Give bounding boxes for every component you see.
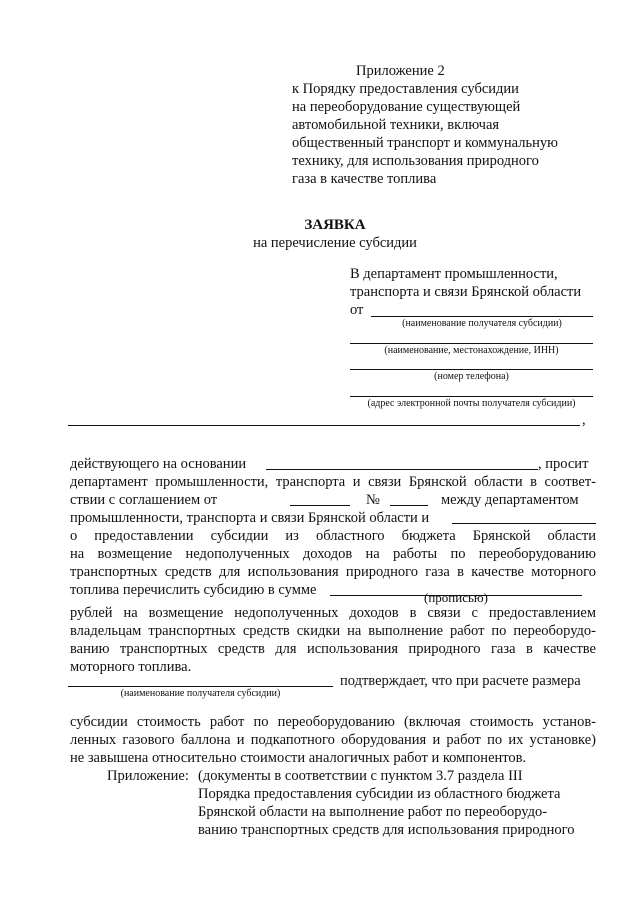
body-line-1-start: действующего на основании — [70, 456, 247, 472]
trailing-comma: , — [582, 412, 586, 428]
attachment-line: Порядка предоставления субсидии из областного бюджета — [198, 786, 561, 802]
body-line: о предоставлении субсидии из областного бюджета Брянской области — [70, 528, 596, 544]
body-line-3-start: ствии с соглашением от — [70, 492, 218, 508]
appendix-title: Приложение 2 — [356, 63, 445, 79]
phone-field[interactable] — [350, 369, 593, 370]
recipient-field[interactable] — [452, 523, 596, 524]
addressee-line: транспорта и связи Брянской области — [350, 284, 582, 300]
recipient-location-field[interactable] — [350, 343, 593, 344]
caption-recipient-name: (наименование получателя субсидии) — [402, 318, 562, 329]
body-line-12: моторного топлива. — [70, 659, 192, 675]
document-subtitle: на перечисление субсидии — [253, 235, 417, 251]
attachment-line: (документы в соответствии с пунктом 3.7 раздела III — [198, 768, 523, 784]
basis-field[interactable] — [266, 469, 538, 470]
recipient-name-field[interactable] — [371, 316, 593, 317]
caption-in-words: (прописью) — [424, 590, 488, 605]
body-line-3-end: между департаментом — [441, 492, 579, 508]
body-line: ленных газового баллона и подкапотного оборудования и работ по их установке) — [70, 732, 596, 748]
body-line-8: топлива перечислить субсидию в сумме — [70, 582, 317, 598]
appendix-line: технику, для использования природного — [292, 153, 539, 169]
body-line: ванию транспортных средств для использования природного газа в качестве — [70, 641, 596, 657]
body-line: департамент промышленности, транспорта и связи Брянской области в соответ- — [70, 474, 596, 490]
body-line-4: промышленности, транспорта и связи Брянской области и — [70, 510, 430, 526]
email-field[interactable] — [350, 396, 593, 397]
agreement-number-field[interactable] — [390, 505, 428, 506]
full-width-blank-line[interactable] — [68, 425, 580, 426]
attachment-label: Приложение: — [107, 768, 189, 784]
document-title: ЗАЯВКА — [304, 217, 366, 233]
caption-recipient: (наименование получателя субсидии) — [120, 688, 281, 699]
recipient-name-confirm-field[interactable] — [68, 686, 333, 687]
appendix-line: автомобильной техники, включая — [292, 117, 500, 133]
body-line-15: не завышена относительно стоимости аналогичных работ и компонентов. — [70, 750, 527, 766]
attachment-line: Брянской области на выполнение работ по переоборудо- — [198, 804, 548, 820]
body-line: транспортных средств для использования природного газа в качестве моторного — [70, 564, 596, 580]
body-line: на возмещение недополученных доходов на работы по переоборудованию — [70, 546, 596, 562]
from-label: от — [350, 302, 364, 318]
addressee-line: В департамент промышленности, — [350, 266, 558, 282]
attachment-line: ванию транспортных средств для использования природного — [198, 822, 575, 838]
appendix-line: общественный транспорт и коммунальную — [292, 135, 558, 151]
confirm-text: подтверждает, что при расчете размера — [340, 673, 581, 689]
caption-email: (адрес электронной почты получателя субсидии) — [367, 398, 576, 409]
appendix-line: к Порядку предоставления субсидии — [292, 81, 519, 97]
number-sign: № — [366, 492, 380, 508]
appendix-line: газа в качестве топлива — [292, 171, 437, 187]
body-line: владельцам транспортных средств скидки на выполнение работ по переоборудо- — [70, 623, 596, 639]
body-line-1-end: , просит — [538, 456, 589, 472]
appendix-line: на переоборудование существующей — [292, 99, 521, 115]
caption-phone: (номер телефона) — [434, 371, 509, 382]
body-line: рублей на возмещение недополученных доходов в связи с предоставлением — [70, 605, 596, 621]
caption-location: (наименование, местонахождение, ИНН) — [384, 345, 559, 356]
agreement-date-field[interactable] — [290, 505, 350, 506]
body-line: субсидии стоимость работ по переоборудованию (включая стоимость установ- — [70, 714, 596, 730]
